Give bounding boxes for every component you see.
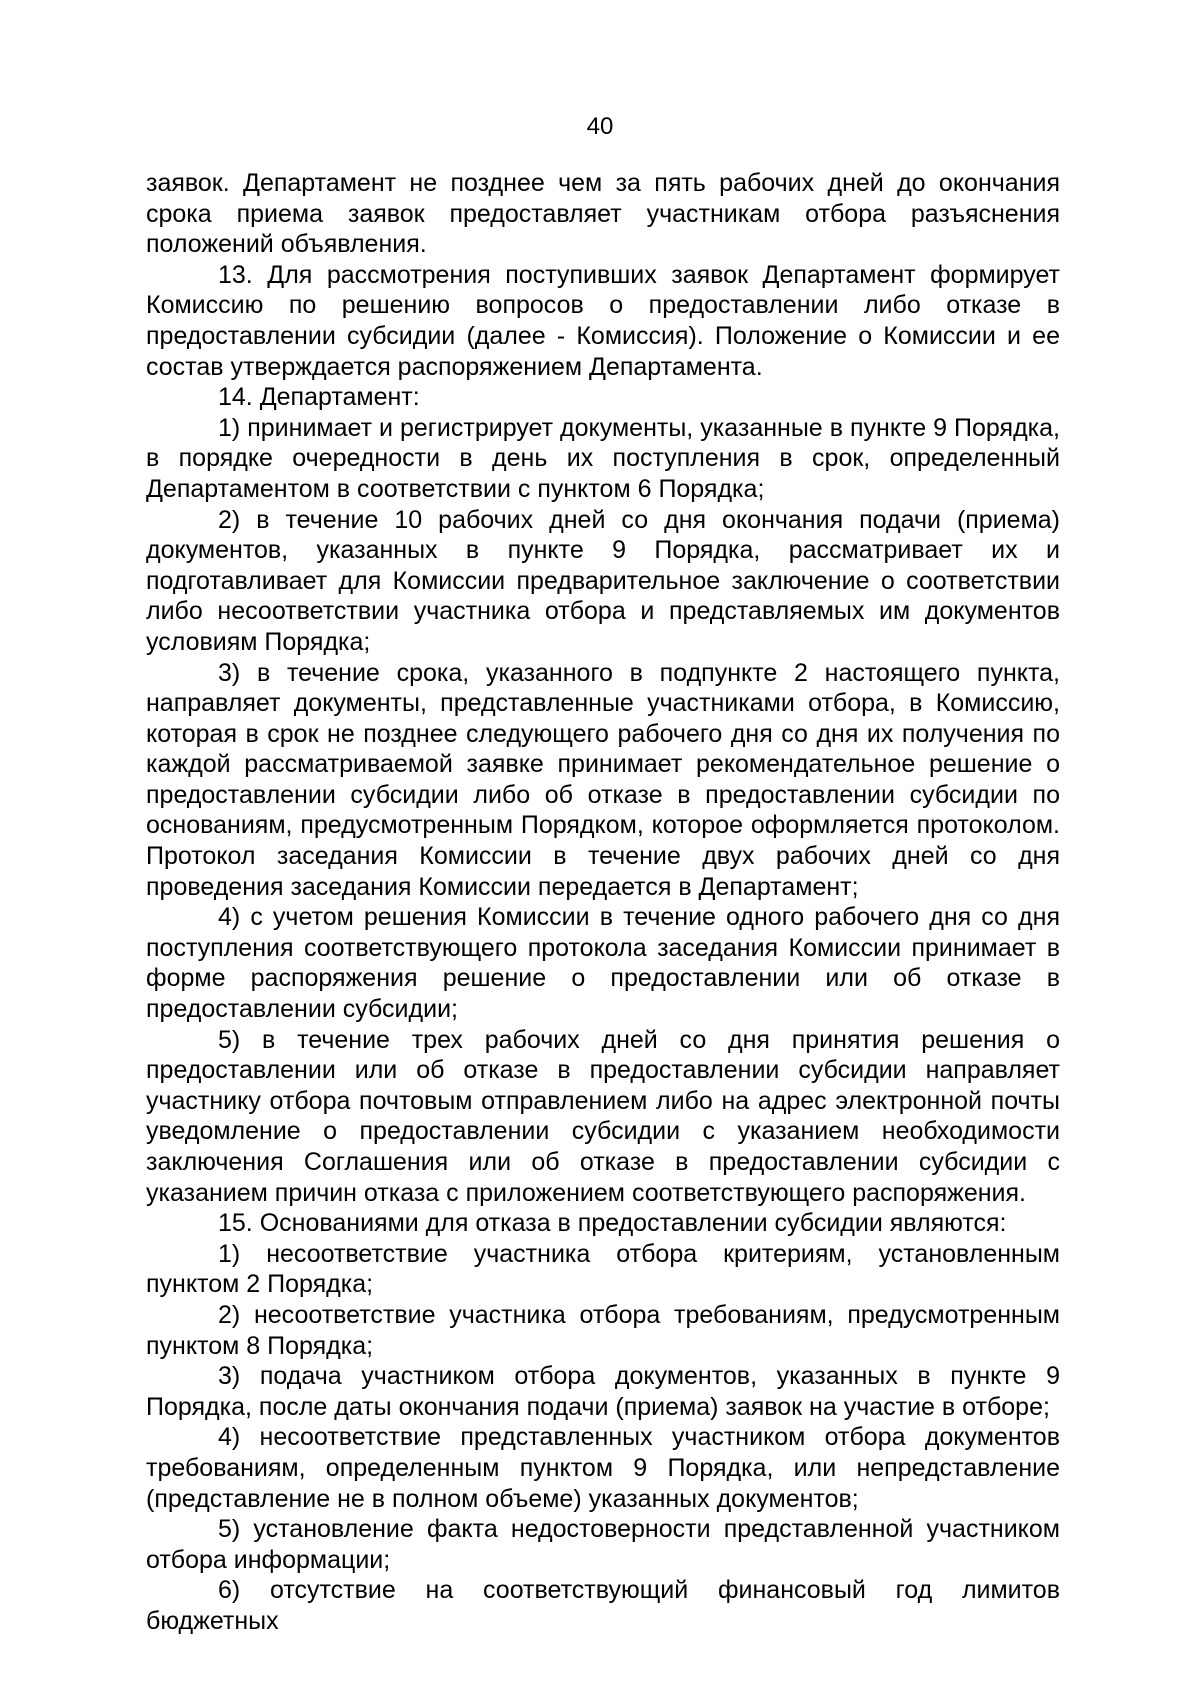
paragraph: 4) с учетом решения Комиссии в течение одного рабочего дня со дня поступления соответствующего протокола заседания Комиссии принимает в форме распоряжения решение о предоставлении или об отказе в предоставлении субсидии; [146,903,1060,1024]
paragraph: 2) в течение 10 рабочих дней со дня окончания подачи (приема) документов, указанных в пункте 9 Порядка, рассматривает их и подготавливает для Комиссии предварительное заключение о соответствии либо несоответствии участника отбора и представляемых им документов условиям Порядка; [146,505,1060,656]
paragraph: 2) несоответствие участника отбора требованиям, предусмотренным пунктом 8 Порядка; [146,1300,1060,1360]
paragraph: 5) в течение трех рабочих дней со дня принятия решения о предоставлении или об отказе в предоставлении субсидии направляет участнику отбора почтовым отправлением либо на адрес электронной почты уведомление о предоставлении субсидии с указанием необходимости заключения Соглашения или об отказе в предоставлении субсидии с указанием причин отказа с приложением соответствующего распоряжения. [146,1025,1060,1207]
paragraph: 5) установление факта недостоверности представленной участником отбора информации; [146,1515,1060,1574]
paragraph: 14. Департамент: [218,383,420,412]
paragraph: 6) отсутствие на соответствующий финансовый год лимитов бюджетных [146,1576,1060,1635]
paragraph: 3) подача участником отбора документов, указанных в пункте 9 Порядка, после даты окончания подачи (приема) заявок на участие в отборе; [146,1362,1060,1421]
paragraph: 4) несоответствие представленных участником отбора документов требованиям, определенным пунктом 9 Порядка, или непредставление (представление не в полном объеме) указанных документов; [146,1423,1060,1513]
paragraph: 1) принимает и регистрирует документы, указанные в пункте 9 Порядка, в порядке очередности в день их поступления в срок, определенный Департаментом в соответствии с пунктом 6 Порядка; [146,413,1060,503]
paragraph: заявок. Департамент не позднее чем за пять рабочих дней до окончания срока приема заявок предоставляет участникам отбора разъяснения положений объявления. [146,169,1060,259]
paragraph: 3) в течение срока, указанного в подпункте 2 настоящего пункта, направляет документы, представленные участниками отбора, в Комиссию, которая в срок не позднее следующего рабочего дня со дня их получения по каждой рассматриваемой заявке принимает рекомендательное решение о предоставлении субсидии либо об отказе в предоставлении субсидии по основаниям, предусмотренным Порядком, которое оформляется протоколом. Протокол заседания Комиссии в течение двух рабочих дней со дня проведения заседания Комиссии передается в Департамент; [146,658,1060,901]
page-number: 40 [586,113,614,140]
paragraph: 1) несоответствие участника отбора критериям, установленным пунктом 2 Порядка; [146,1239,1060,1299]
document-body [146,168,1060,1637]
paragraph: 13. Для рассмотрения поступивших заявок Департамент формирует Комиссию по решению вопросов о предоставлении либо отказе в предоставлении субсидии (далее - Комиссия). Положение о Комиссии и ее состав утверждается распоряжением Департамента. [146,260,1060,381]
paragraph: 15. Основаниями для отказа в предоставлении субсидии являются: [218,1209,1007,1238]
